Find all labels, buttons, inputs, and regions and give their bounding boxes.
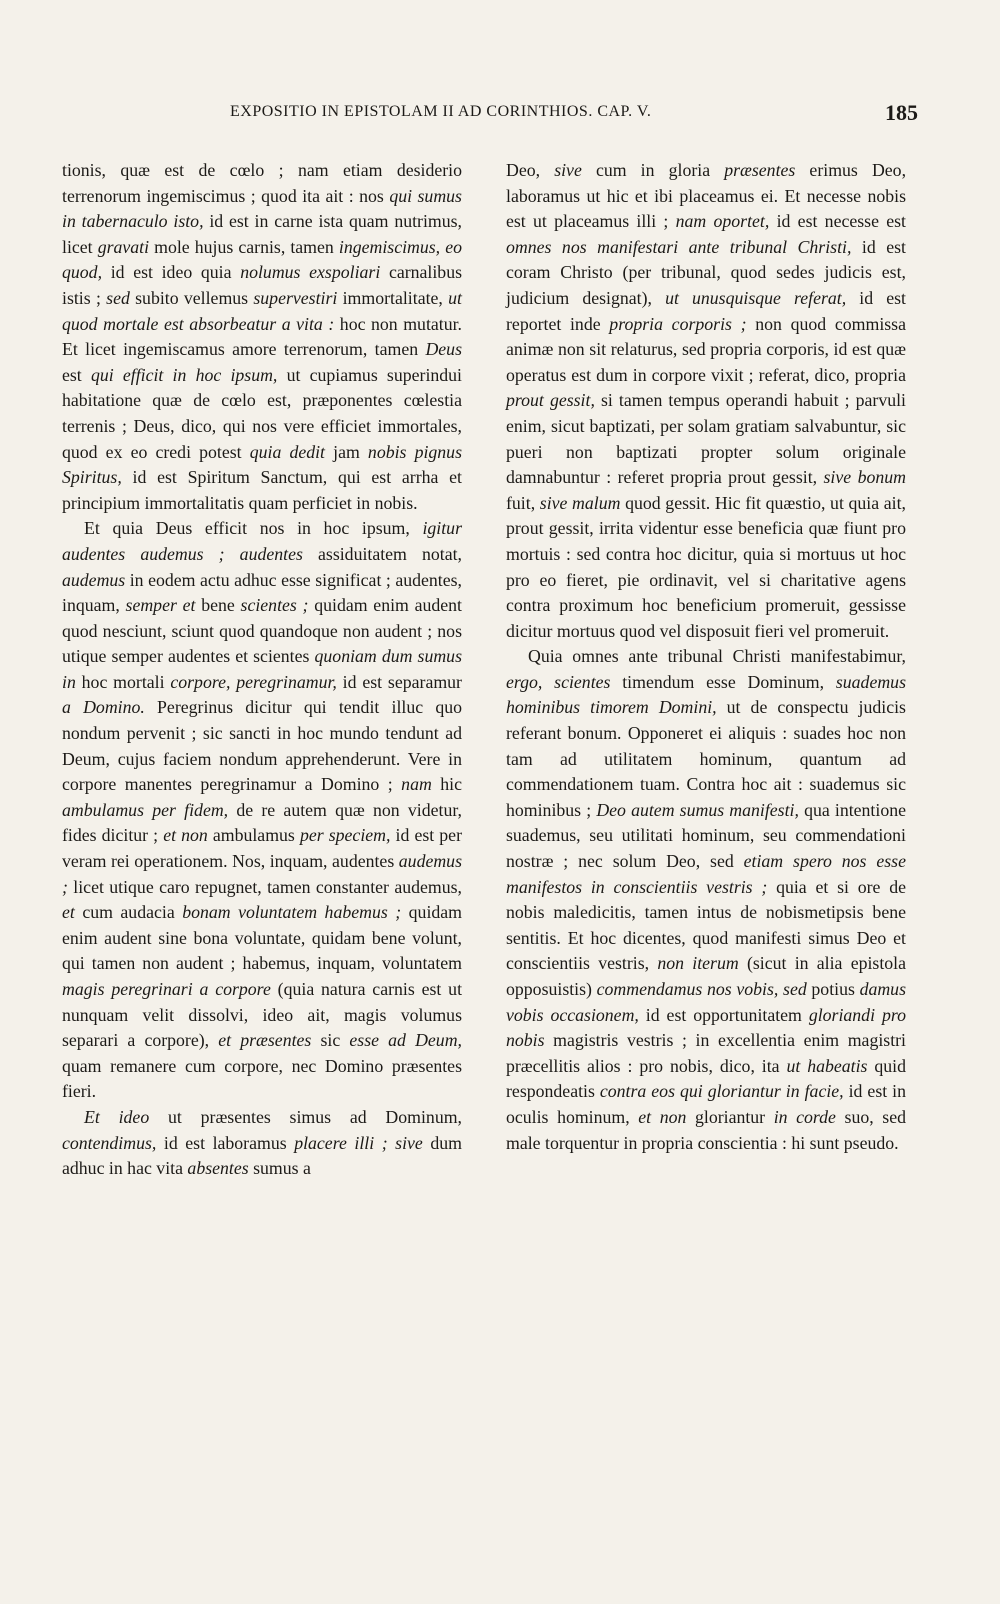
text-run: quod gessit. Hic fit quæstio, ut quia ait, prout gessit, irrita videntur esse beneficia quæ fiunt pro mortuis : sed contra hoc dicitur, quia si mortuus ut hoc pro eo fieret, pie ordinavit, vel si charitative agens contra proximum hoc beneficium promeruit, gessisse dicitur mortuus quod vel disposuit fieri vel promeruit. bbox=[506, 492, 906, 641]
italic-text-run: qui efficit in hoc ipsum, bbox=[90, 364, 278, 385]
text-run: quidam enim audent quod nesciunt, sciunt quod quandoque non audent ; nos utique semper audentes et scientes bbox=[62, 595, 462, 667]
italic-text-run: suademus hominibus timorem Domini, bbox=[506, 671, 906, 718]
text-run: ut cupiamus superindui habitatione quæ de cœlo est, præponentes cœlestia terrenis ; Deus, dico, qui nos vere efficiet immortales, quod ex eo credi potest bbox=[62, 364, 462, 462]
text-run: dum adhuc in hac vita bbox=[62, 1132, 462, 1179]
italic-text-run: nam bbox=[401, 774, 432, 795]
italic-text-run: ingemiscimus, eo quod, bbox=[62, 236, 462, 283]
text-run: timendum esse Dominum, bbox=[610, 671, 836, 692]
italic-text-run: placere illi ; sive bbox=[294, 1132, 423, 1153]
text-run: Peregrinus dicitur qui tendit illuc quo nondum pervenit ; sic sancti in hoc mundo tendunt ad Deum, cujus faciem nondum apprehenderunt. Vere in corpore manentes peregrinamur a Domino ; bbox=[62, 697, 462, 795]
italic-text-run: audemus ; bbox=[62, 851, 462, 897]
text-run: hoc non mutatur. Et licet ingemiscamus amore terrenorum, tamen bbox=[62, 313, 462, 360]
text-run: de re autem quæ non videtur, fides dicitur ; bbox=[62, 799, 462, 846]
text-run: suo, sed male torquentur in propria conscientia : hi sunt pseudo. bbox=[506, 1106, 906, 1153]
text-run: immortalitate, bbox=[337, 287, 449, 308]
text-run: quidam enim audent sine bona voluntate, quidam bene volunt, qui tamen non audent ; habemus, inquam, voluntatem bbox=[62, 902, 463, 974]
italic-text-run: omnes nos manifestari ante tribunal Christi, bbox=[506, 236, 852, 257]
text-run: licet utique caro repugnet, tamen constanter audemus, bbox=[67, 876, 462, 897]
text-run: hic bbox=[431, 774, 462, 795]
italic-text-run: ut quod mortale est absorbeatur a vita : bbox=[62, 287, 462, 334]
text-run: (sicut in alia epistola opposuistis) bbox=[506, 953, 906, 999]
text-run: potius bbox=[806, 979, 860, 999]
italic-text-run: ambulamus per fidem, bbox=[62, 799, 229, 820]
italic-text-run: sive bbox=[554, 160, 582, 180]
text-run: quid respondeatis bbox=[506, 1055, 907, 1102]
text-run: Et quia Deus efficit nos in hoc ipsum, bbox=[84, 518, 423, 539]
right-paragraph-2 bbox=[506, 644, 906, 1156]
text-run: carnalibus istis ; bbox=[62, 262, 463, 308]
italic-text-run: Deus bbox=[425, 339, 462, 360]
italic-text-run: semper et bbox=[125, 595, 196, 616]
italic-text-run: sed bbox=[106, 287, 130, 308]
italic-text-run: qui sumus in tabernaculo isto, bbox=[62, 185, 462, 232]
text-run: mole hujus carnis, tamen bbox=[149, 236, 339, 257]
text-run: assiduitatem notat, bbox=[302, 543, 463, 564]
text-run: sumus a bbox=[248, 1158, 311, 1179]
text-run: hoc mortali bbox=[75, 671, 171, 692]
italic-text-run: nobis pignus Spiritus, bbox=[62, 441, 462, 488]
text-run: id est in oculis hominum, bbox=[506, 1081, 907, 1127]
italic-text-run: a Domino. bbox=[62, 697, 145, 718]
italic-text-run: sive malum bbox=[539, 492, 621, 513]
text-run: id est necesse est bbox=[769, 211, 906, 232]
text-run: id est reportet inde bbox=[506, 287, 906, 334]
italic-text-run: præsentes bbox=[724, 160, 796, 180]
italic-text-run: et non bbox=[638, 1106, 687, 1127]
text-run: magistris vestris ; in excellentia enim magistri præcellitis alios : pro nobis, dico, ita bbox=[506, 1030, 906, 1076]
text-run: ut præsentes simus ad Dominum, bbox=[149, 1106, 462, 1127]
italic-text-run: supervestiri bbox=[253, 287, 338, 308]
text-run: id est ideo quia bbox=[102, 262, 241, 283]
italic-text-run: magis peregrinari a corpore bbox=[62, 979, 271, 999]
text-run: bene bbox=[195, 595, 241, 616]
left-column bbox=[62, 158, 462, 1182]
text-run: ambulamus bbox=[207, 825, 300, 846]
italic-text-run: Et ideo bbox=[84, 1106, 150, 1127]
page-number: 185 bbox=[885, 100, 918, 125]
text-run: id est opportunitatem bbox=[638, 1004, 809, 1025]
text-run: tionis, quæ est de cœlo ; nam etiam desiderio terrenorum ingemiscimus ; quod ita ait : nos bbox=[62, 160, 462, 206]
italic-text-run: Deo autem sumus manifesti, bbox=[596, 799, 799, 820]
italic-text-run: per speciem, bbox=[299, 825, 391, 846]
italic-text-run: corpore, peregrinamur, bbox=[170, 671, 337, 692]
italic-text-run: audemus bbox=[62, 569, 126, 590]
text-run: in eodem actu adhuc esse significat ; audentes, inquam, bbox=[62, 569, 462, 616]
text-run: Deo, bbox=[506, 160, 555, 180]
text-run: id est Spiritum Sanctum, qui est arrha et principium immortalitatis quam perficiet in nobis. bbox=[62, 467, 462, 513]
text-run: id est coram Christo (per tribunal, quod sedes judicis est, judicium designat), bbox=[506, 236, 907, 308]
italic-text-run: etiam spero nos esse manifestos in conscientiis vestris ; bbox=[506, 851, 906, 897]
text-run: (quia natura carnis est ut nunquam velit dissolvi, ideo ait, magis volumus separari a corpore), bbox=[62, 979, 463, 1051]
italic-text-run: gravati bbox=[97, 236, 150, 257]
text-run: id est in carne ista quam nutrimus, licet bbox=[62, 211, 462, 257]
text-run: id est laboramus bbox=[156, 1132, 295, 1153]
text-run: Quia omnes ante tribunal Christi manifestabimur, bbox=[528, 646, 906, 667]
left-paragraph-2 bbox=[62, 516, 462, 1105]
italic-text-run: absentes bbox=[187, 1158, 249, 1179]
italic-text-run: gloriandi pro nobis bbox=[506, 1004, 906, 1051]
italic-text-run: contra eos qui gloriantur in facie, bbox=[599, 1081, 844, 1102]
italic-text-run: sive bonum bbox=[823, 467, 906, 488]
italic-text-run: scientes ; bbox=[240, 595, 309, 616]
text-run: quam remanere cum corpore, nec Domino præsentes fieri. bbox=[62, 1055, 462, 1102]
italic-text-run: ut unusquisque referat, bbox=[665, 287, 847, 308]
italic-text-run: et præsentes bbox=[218, 1030, 312, 1051]
italic-text-run: esse ad Deum, bbox=[349, 1030, 462, 1051]
text-run: fuit, bbox=[506, 492, 540, 513]
italic-text-run: nam oportet, bbox=[675, 211, 770, 232]
italic-text-run: damus vobis occasionem, bbox=[506, 979, 906, 1025]
italic-text-run: in corde bbox=[773, 1106, 836, 1127]
text-run: jam bbox=[325, 441, 368, 462]
running-title: EXPOSITIO IN EPISTOLAM II AD CORINTHIOS. CAP. V. bbox=[230, 103, 652, 120]
left-paragraph-1 bbox=[62, 158, 462, 516]
text-run: est bbox=[62, 364, 91, 385]
text-run: non quod commissa animæ non sit relaturus, sed propria corporis, id est quæ operatus est dum in corpore vixit ; referat, dico, propria bbox=[506, 313, 906, 385]
italic-text-run: quoniam dum sumus in bbox=[62, 646, 462, 692]
right-paragraph-1 bbox=[506, 158, 906, 644]
italic-text-run: contendimus, bbox=[62, 1132, 157, 1153]
text-run: id est separamur bbox=[336, 671, 462, 692]
italic-text-run: et bbox=[62, 902, 75, 923]
italic-text-run: igitur audentes audemus ; audentes bbox=[62, 518, 462, 564]
right-column bbox=[506, 158, 906, 1156]
text-run: subito vellemus bbox=[129, 287, 254, 308]
left-paragraph-3 bbox=[62, 1105, 462, 1182]
italic-text-run: ut habeatis bbox=[786, 1055, 868, 1076]
italic-text-run: non iterum bbox=[657, 953, 739, 974]
italic-text-run: prout gessit, bbox=[506, 390, 595, 411]
text-run: ut de conspectu judicis referant bonum. Opponeret ei aliquis : suades hoc non tam ad utilitatem hominum, quantum ad commendationem tuam. Contra hoc ait : suademus sic hominibus ; bbox=[506, 697, 906, 820]
text-run: id est per veram rei operationem. Nos, inquam, audentes bbox=[62, 825, 462, 872]
text-run: quia et si ore de nobis maledicitis, tamen intus de nobismetipsis bene sentitis. Et hoc dicentes, quod manifesti simus Deo et conscientiis vestris, bbox=[506, 876, 906, 974]
italic-text-run: propria corporis ; bbox=[609, 313, 747, 334]
italic-text-run: et non bbox=[163, 825, 208, 846]
italic-text-run: quia dedit bbox=[249, 441, 326, 462]
italic-text-run: ergo, scientes bbox=[506, 671, 611, 692]
text-run: cum audacia bbox=[74, 902, 183, 923]
text-run: sic bbox=[311, 1030, 350, 1051]
text-run: cum in gloria bbox=[581, 160, 725, 180]
italic-text-run: bonam voluntatem habemus ; bbox=[182, 902, 402, 923]
text-run: gloriantur bbox=[686, 1106, 774, 1127]
text-run: erimus Deo, laboramus ut hic et ibi placeamus ei. Et necesse nobis est ut placeamus illi ; bbox=[506, 160, 907, 232]
text-run: qua intentione suademus, seu utilitati hominum, seu commendationi nostræ ; nec solum Deo, sed bbox=[506, 799, 906, 872]
italic-text-run: commendamus nos vobis, sed bbox=[596, 979, 807, 999]
italic-text-run: nolumus exspoliari bbox=[240, 262, 381, 283]
text-run: si tamen tempus operandi habuit ; parvuli enim, sicut baptizati, per solam gratiam salvabuntur, sic pueri non baptizati propter solum originale damnabuntur : referet propria prout gessit, bbox=[506, 390, 906, 488]
